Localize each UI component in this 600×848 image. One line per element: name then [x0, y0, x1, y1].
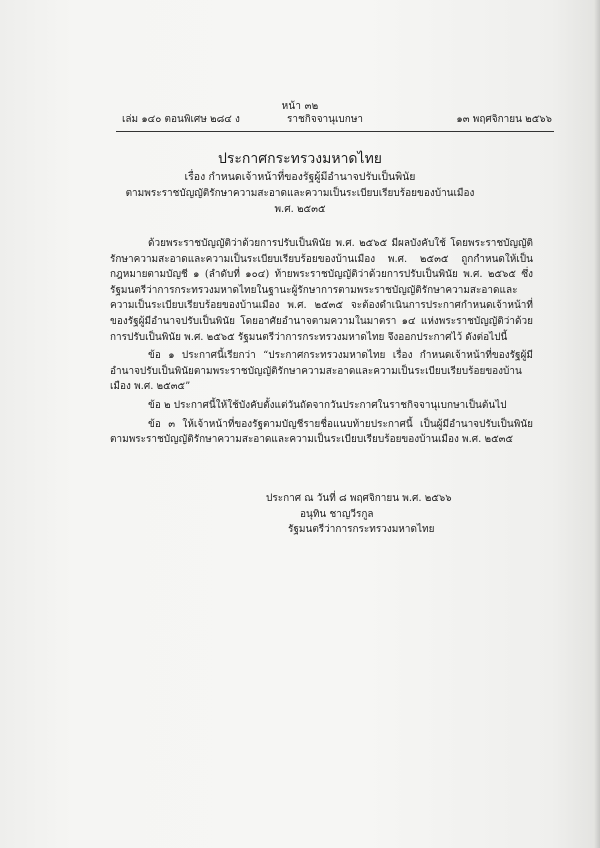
header-divider [116, 131, 554, 132]
preamble-paragraph: ด้วยพระราชบัญญัติว่าด้วยการปรับเป็นพินัย พ.ศ. ๒๕๖๕ มีผลบังคับใช้ โดยพระราชบัญญัติรักษาความสะอาดและความเป็นระเบียบเรียบร้อยของบ้านเมือง พ.ศ. ๒๕๓๕ ถูกกำหนดให้เป็นกฎหมายตามบัญชี ๑ (ลำดับที่ ๑๐๔) ท้ายพระราชบัญญัติว่าด้วยการปรับเป็นพินัย พ.ศ. ๒๕๖๕ ซึ่งรัฐมนตรีว่าการกระทรวงมหาดไทยในฐานะผู้รักษาการตามพระราชบัญญัติรักษาความสะอาดและความเป็นระเบียบเรียบร้อยของบ้านเมือง พ.ศ. ๒๕๓๕ จะต้องดำเนินการประกาศกำหนดเจ้าหน้าที่ของรัฐผู้มีอำนาจปรับเป็นพินัย โดยอาศัยอำนาจตามความในมาตรา ๑๔ แห่งพระราชบัญญัติว่าด้วยการปรับเป็นพินัย พ.ศ. ๒๕๖๕ รัฐมนตรีว่าการกระทรวงมหาดไทย จึงออกประกาศไว้ ดังต่อไปนี้ [110, 238, 533, 343]
signatory-position: รัฐมนตรีว่าการกระทรวงมหาดไทย [288, 524, 435, 535]
clause-1: ข้อ ๑ ประกาศนี้เรียกว่า “ประกาศกระทรวงมหาดไทย เรื่อง กำหนดเจ้าหน้าที่ของรัฐผู้มีอำนาจปรับเป็นพินัยตามพระราชบัญญัติรักษาความสะอาดและความเป็นระเบียบเรียบร้อยของบ้านเมือง พ.ศ. ๒๕๓๕” [110, 350, 533, 393]
page-fold-shadow [594, 0, 600, 848]
signatory-name: อนุทิน ชาญวีรกูล [300, 508, 374, 520]
announcement-act-name: ตามพระราชบัญญัติรักษาความสะอาดและความเป็นระเบียบเรียบร้อยของบ้านเมือง [125, 188, 475, 199]
clause-3: ข้อ ๓ ให้เจ้าหน้าที่ของรัฐตามบัญชีรายชื่อแนบท้ายประกาศนี้ เป็นผู้มีอำนาจปรับเป็นพินัยตามพระราชบัญญัติรักษาความสะอาดและความเป็นระเบียบเรียบร้อยของบ้านเมือง พ.ศ. ๒๕๓๕ [110, 418, 533, 446]
clause-2: ข้อ ๒ ประกาศนี้ให้ใช้บังคับตั้งแต่วันถัดจากวันประกาศในราชกิจจานุเบกษาเป็นต้นไป [148, 399, 507, 411]
gazette-header [122, 112, 552, 126]
announcement-title: ประกาศกระทรวงมหาดไทย [218, 151, 382, 167]
announcement-body [110, 236, 533, 451]
issue-date: ๑๓ พฤศจิกายน ๒๕๖๖ [456, 114, 552, 125]
volume-issue: เล่ม ๑๔๐ ตอนพิเศษ ๒๘๔ ง [122, 114, 240, 125]
announcement-act-year: พ.ศ. ๒๕๓๕ [274, 204, 326, 215]
announcement-title-block [0, 149, 600, 218]
gazette-name: ราชกิจจานุเบกษา [287, 114, 364, 125]
signature-block [266, 491, 452, 538]
announcement-subject: เรื่อง กำหนดเจ้าหน้าที่ของรัฐผู้มีอำนาจปรับเป็นพินัย [184, 171, 416, 183]
announcement-date: ประกาศ ณ วันที่ ๘ พฤศจิกายน พ.ศ. ๒๕๖๖ [266, 493, 452, 504]
page-number: หน้า ๓๒ [281, 101, 319, 112]
